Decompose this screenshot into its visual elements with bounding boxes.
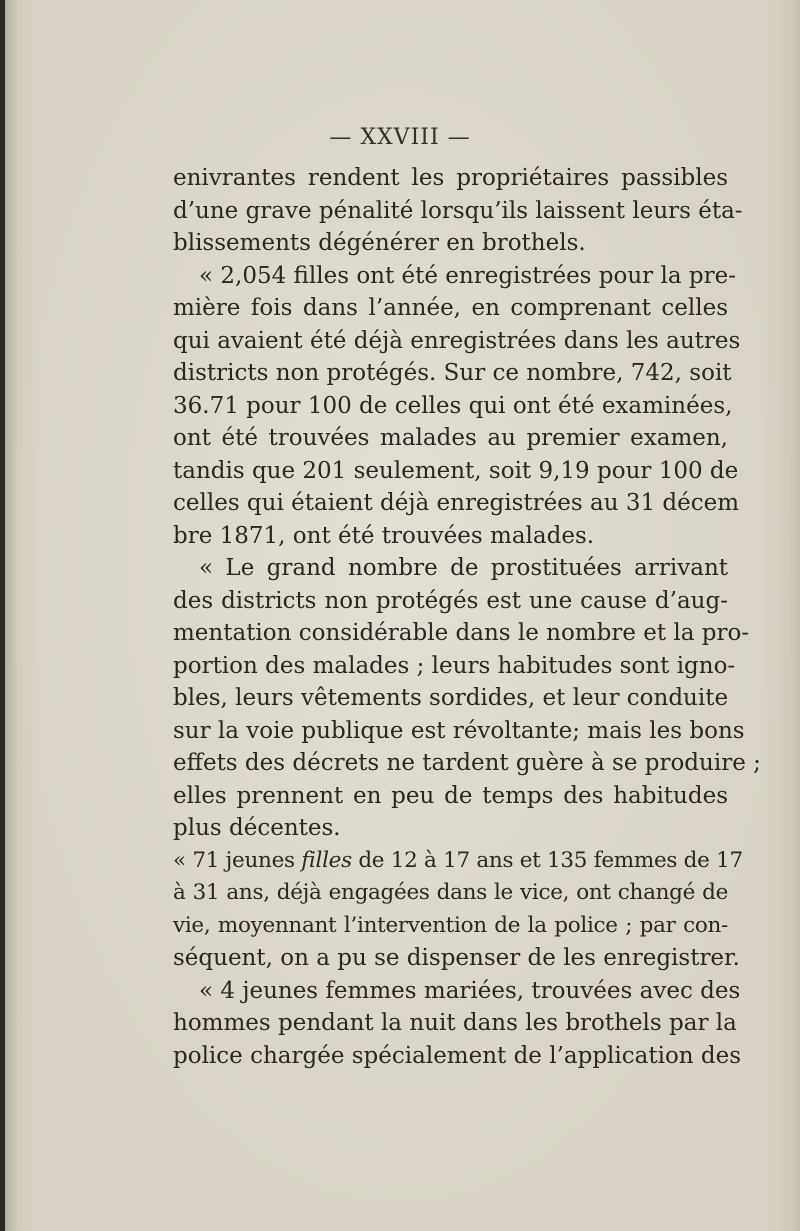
- text-line: bles, leurs vêtements sordides, et leur conduite: [173, 685, 729, 711]
- book-spine-edge: [0, 0, 5, 1231]
- text-line: des districts non protégés est une cause d’aug-: [173, 587, 728, 614]
- text-line: [173, 845, 743, 878]
- text-segment: de 12 à 17 ans et 135 femmes de 17: [351, 847, 743, 873]
- text-line: effets des décrets ne tardent guère à se produire ;: [173, 750, 761, 776]
- text-line: à 31 ans, déjà engagées dans le vice, ont changé de: [173, 880, 728, 905]
- text-segment: « 71 jeunes: [173, 847, 302, 873]
- text-line: vie, moyennant l’intervention de la police ; par con-: [173, 912, 728, 938]
- text-line: elles prennent en peu de temps des habitudes: [173, 782, 728, 809]
- text-line: « 2,054 filles ont été enregistrées pour la pre-: [199, 262, 736, 289]
- text-line: portion des malades ; leurs habitudes sont igno-: [173, 652, 736, 679]
- text-line: mière fois dans l’année, en comprenant celles: [173, 295, 728, 321]
- text-line: d’une grave pénalité lorsqu’ils laissent leurs éta-: [173, 197, 743, 224]
- text-line: séquent, on a pu se dispenser de les enregistrer.: [173, 945, 740, 971]
- text-line: blissements dégénérer en brothels.: [173, 230, 586, 256]
- text-line: mentation considérable dans le nombre et la pro-: [173, 620, 750, 646]
- body-text: [173, 162, 761, 1072]
- text-line: enivrantes rendent les propriétaires passibles: [173, 165, 728, 191]
- text-line: hommes pendant la nuit dans les brothels par la: [173, 1010, 737, 1036]
- text-line: districts non protégés. Sur ce nombre, 742, soit: [173, 360, 732, 386]
- text-line: celles qui étaient déjà enregistrées au 31 décem: [173, 490, 740, 516]
- text-line: « 4 jeunes femmes mariées, trouvées avec des: [199, 977, 741, 1004]
- text-line: bre 1871, ont été trouvées malades.: [173, 522, 595, 549]
- text-line: « Le grand nombre de prostituées arrivant: [199, 555, 728, 581]
- text-line: police chargée spécialement de l’application des: [173, 1042, 742, 1069]
- text-line: ont été trouvées malades au premier examen,: [173, 425, 728, 451]
- text-line: tandis que 201 seulement, soit 9,19 pour 100 de: [173, 457, 739, 484]
- text-line: 36.71 pour 100 de celles qui ont été examinées,: [173, 392, 733, 419]
- page-number-header: — XXVIII —: [329, 125, 471, 150]
- text-line: qui avaient été déjà enregistrées dans les autres: [173, 327, 741, 354]
- text-line: plus décentes.: [173, 815, 341, 841]
- italic-word: filles: [301, 847, 352, 873]
- text-line: sur la voie publique est révoltante; mais les bons: [173, 717, 745, 744]
